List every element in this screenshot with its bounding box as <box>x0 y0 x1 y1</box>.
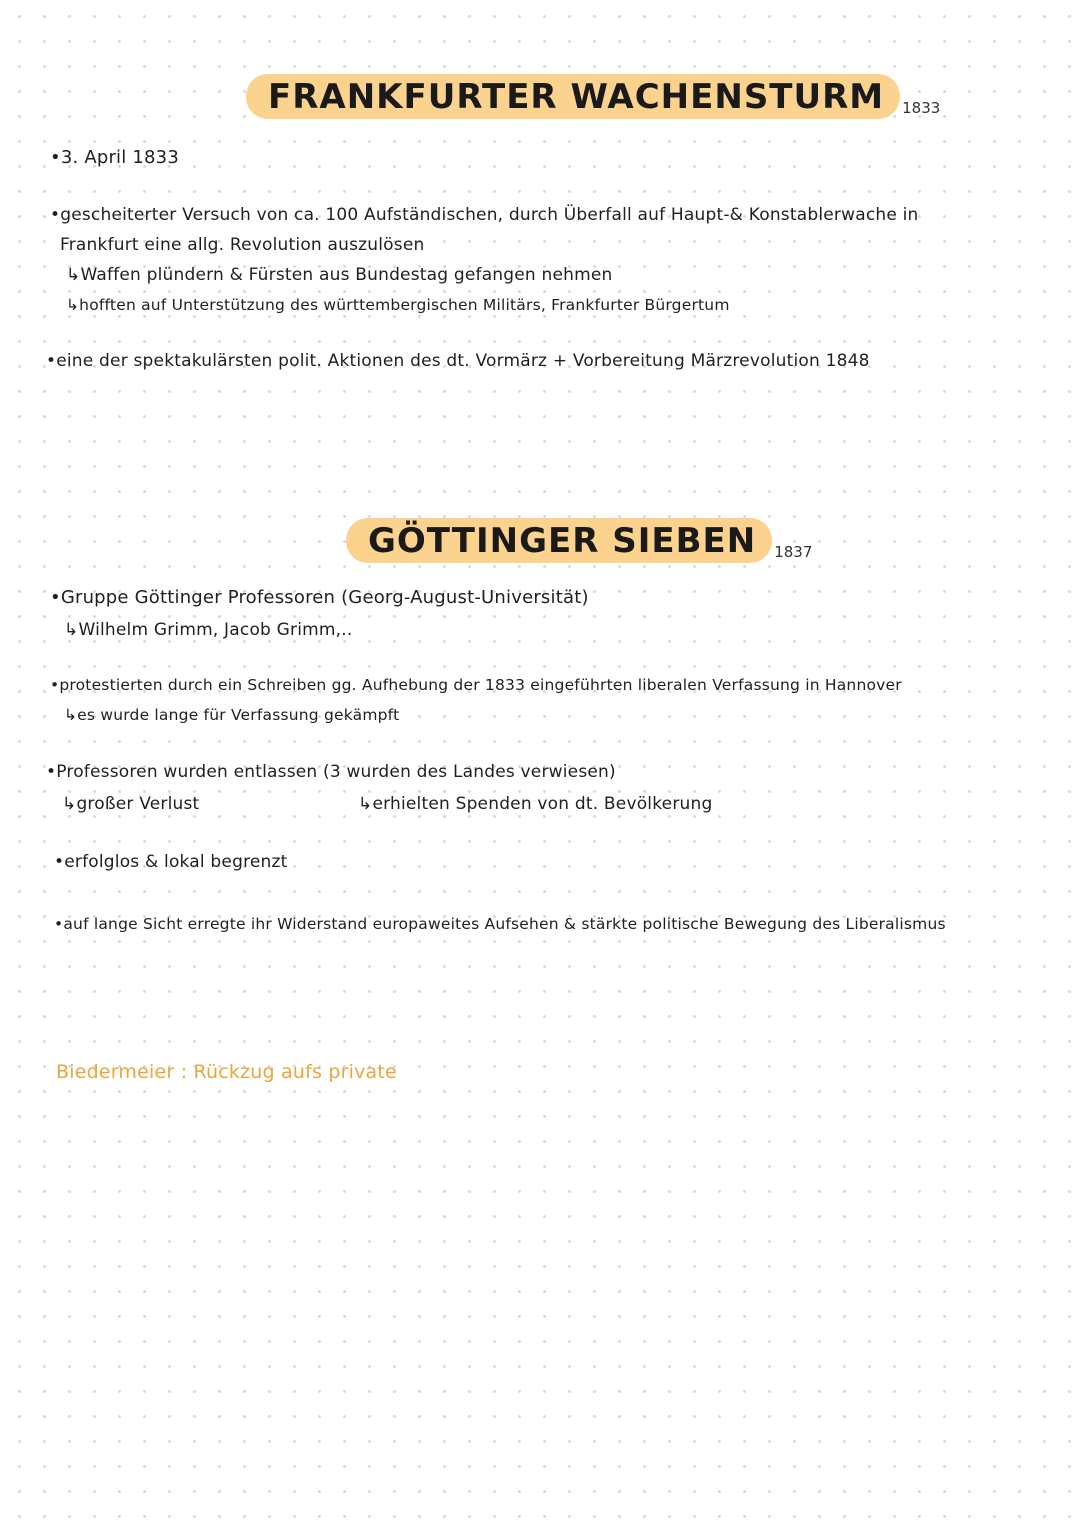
bullet-failed-attempt: •gescheiterter Versuch von ca. 100 Aufständischen, durch Überfall auf Haupt-& Konstablerwache in <box>50 205 919 225</box>
section-year-1837: 1837 <box>774 543 813 561</box>
sub-bullet-grimm: ↳Wilhelm Grimm, Jacob Grimm,.. <box>64 620 353 640</box>
bullet-protested: •protestierten durch ein Schreiben gg. Aufhebung der 1833 eingeführten liberalen Verfassung in Hannover <box>50 676 902 694</box>
bullet-long-term-impact: •auf lange Sicht erregte ihr Widerstand europaweites Aufsehen & stärkte politische Bewegung des Liberalismus <box>54 915 946 933</box>
section-frankfurter-title <box>246 74 940 119</box>
sub-bullet-plunder: ↳Waffen plündern & Fürsten aus Bundestag gefangen nehmen <box>66 265 613 285</box>
biedermeier-note: Biedermeier : Rückzug aufs private <box>56 1061 397 1083</box>
bullet-spectacular-action: •eine der spektakulärsten polit. Aktionen des dt. Vormärz + Vorbereitung Märzrevolution 1848 <box>46 351 870 371</box>
section-year-1833: 1833 <box>902 99 941 117</box>
sub-bullet-fought-constitution: ↳es wurde lange für Verfassung gekämpft <box>64 706 400 724</box>
section-title-frankfurter-wachensturm: FRANKFURTER WACHENSTURM <box>246 74 900 119</box>
bullet-failed-attempt-cont: Frankfurt eine allg. Revolution auszulösen <box>60 235 425 255</box>
sub-bullet-great-loss: ↳großer Verlust <box>62 794 200 814</box>
section-title-goettinger-sieben: GÖTTINGER SIEBEN <box>346 518 772 563</box>
bullet-professors-dismissed: •Professoren wurden entlassen (3 wurden des Landes verwiesen) <box>46 762 616 782</box>
section-goettinger-title <box>346 518 812 563</box>
bullet-unsuccessful: •erfolglos & lokal begrenzt <box>54 852 288 872</box>
sub-bullet-hoped-support: ↳hofften auf Unterstützung des württembergischen Militärs, Frankfurter Bürgertum <box>66 296 730 314</box>
sub-bullet-donations: ↳erhielten Spenden von dt. Bevölkerung <box>358 794 713 814</box>
bullet-professors-group: •Gruppe Göttinger Professoren (Georg-August-Universität) <box>50 587 589 608</box>
date-line: •3. April 1833 <box>50 147 179 168</box>
